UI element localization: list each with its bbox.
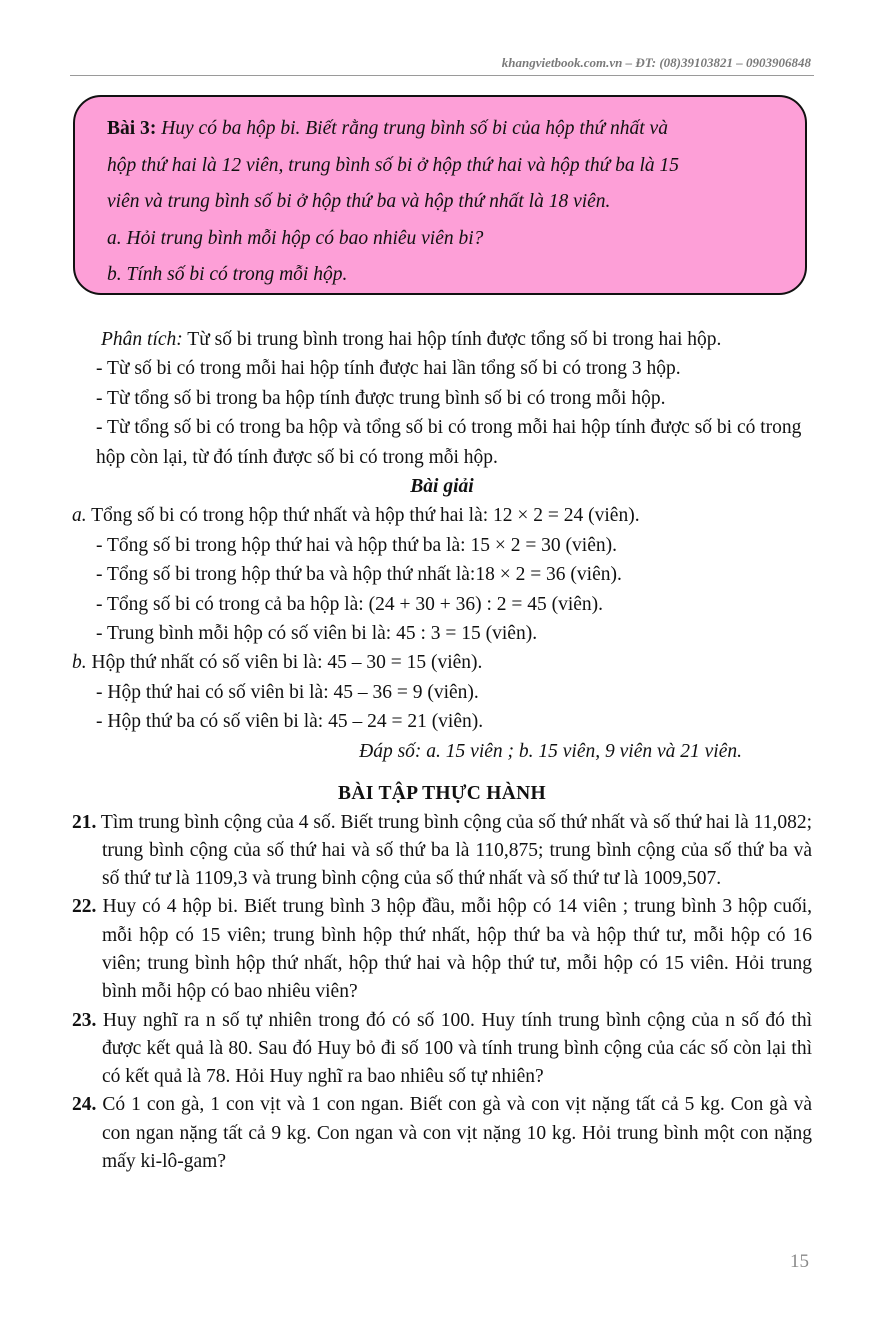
exercise-text: Có 1 con gà, 1 con vịt và 1 con ngan. Biết con gà và con vịt nặng tất cả 5 kg. Con gà và con ngan nặng tất cả 9 kg. Con ngan và con vịt nặng 10 kg. Hỏi trung bình một con nặng mấy ki-lô-gam? (96, 1094, 812, 1173)
problem-line-3: viên và trung bình số bi ở hộp thứ ba và hộp thứ nhất là 18 viên. (107, 191, 611, 212)
solution-a-step: - Tổng số bi có trong cả ba hộp là: (24 + 30 + 36) : 2 = 45 (viên). (96, 593, 604, 615)
header-rule (70, 75, 814, 76)
analysis-intro (72, 325, 812, 354)
exercise-number: 23. (72, 1009, 97, 1031)
exercise-number: 24. (72, 1094, 97, 1116)
problem-line-1 (107, 111, 779, 148)
exercise-23 (72, 1007, 812, 1092)
exercise-number: 21. (72, 811, 97, 833)
solution-title: Bài giải (410, 476, 474, 498)
solution-a-step: - Trung bình mỗi hộp có số viên bi là: 45 : 3 = 15 (viên). (96, 623, 538, 645)
problem-box (73, 95, 807, 295)
problem-text: Huy có ba hộp bi. Biết rằng trung bình số bi của hộp thứ nhất và (156, 118, 668, 139)
solution-a-first-text: Tổng số bi có trong hộp thứ nhất và hộp thứ hai là: 12 × 2 = 24 (viên). (86, 505, 640, 527)
problem-line-2: hộp thứ hai là 12 viên, trung bình số bi ở hộp thứ hai và hộp thứ ba là 15 (107, 154, 680, 176)
analysis-point: - Từ tổng số bi trong ba hộp tính được trung bình số bi có trong mỗi hộp. (96, 387, 666, 409)
analysis-label: Phân tích: (101, 329, 183, 350)
exercise-text: Huy nghĩ ra n số tự nhiên trong đó có số 100. Huy tính trung bình cộng của n số đó thì được kết quả là 80. Sau đó Huy bỏ đi số 100 và tính trung bình cộng của các số còn lại thì có kết quả là 78. Hỏi Huy nghĩ ra bao nhiêu số tự nhiên? (96, 1009, 812, 1088)
practice-title: BÀI TẬP THỰC HÀNH (338, 783, 546, 805)
problem-question-a: a. Hỏi trung bình mỗi hộp có bao nhiêu viên bi? (107, 227, 484, 249)
analysis-point: - Từ số bi có trong mỗi hai hộp tính được hai lần tổng số bi có trong 3 hộp. (96, 358, 681, 380)
solution-answer: Đáp số: a. 15 viên ; b. 15 viên, 9 viên và 21 viên. (359, 740, 742, 762)
analysis-intro-text: Từ số bi trung bình trong hai hộp tính được tổng số bi trong hai hộp. (182, 329, 722, 350)
page-header-text: khangvietbook.com.vn – ĐT: (08)39103821 – 0903906848 (501, 55, 811, 70)
exercise-24 (72, 1091, 812, 1176)
exercise-text: Huy có 4 hộp bi. Biết trung bình 3 hộp đầu, mỗi hộp có 14 viên ; trung bình 3 hộp cuối, mỗi hộp có 15 viên; trung bình hộp thứ nhất, hộp thứ ba và hộp thứ tư, mỗi hộp có 16 viên; trung bình hộp thứ nhất, hộp thứ hai và hộp thứ tư, mỗi hộp có 15 viên. Hỏi trung bình mỗi hộp có bao nhiêu viên? (96, 896, 812, 1003)
exercise-21 (72, 809, 812, 894)
solution-b-first-text: Hộp thứ nhất có số viên bi là: 45 – 30 = 15 (viên). (86, 652, 483, 674)
problem-label-colon: : (149, 118, 157, 139)
analysis-point: - Từ tổng số bi có trong ba hộp và tổng số bi có trong mỗi hai hộp tính được số bi có trong hộp còn lại, từ đó tính được số bi có trong mỗi hộp. (96, 417, 802, 468)
problem-question-b: b. Tính số bi có trong mỗi hộp. (107, 264, 348, 285)
solution-a-first (72, 501, 812, 530)
page-content (72, 325, 812, 1176)
exercise-text: Tìm trung bình cộng của 4 số. Biết trung bình cộng của số thứ nhất và số thứ hai là 11,082; trung bình cộng của số thứ hai và số thứ ba là 110,875; trung bình cộng của số thứ ba và số thứ tư là 1109,3 và trung bình cộng của số thứ nhất và số thứ tư là 1009,507. (96, 811, 812, 890)
exercise-22 (72, 893, 812, 1006)
solution-a-step: - Tổng số bi trong hộp thứ ba và hộp thứ nhất là:18 × 2 = 36 (viên). (96, 564, 622, 586)
solution-a-label: a. (72, 505, 87, 527)
solution-b-step: - Hộp thứ ba có số viên bi là: 45 – 24 = 21 (viên). (96, 711, 484, 733)
page-number: 15 (790, 1251, 809, 1272)
solution-b-step: - Hộp thứ hai có số viên bi là: 45 – 36 = 9 (viên). (96, 681, 479, 703)
solution-a-step: - Tổng số bi trong hộp thứ hai và hộp thứ ba là: 15 × 2 = 30 (viên). (96, 534, 617, 556)
problem-label: Bài 3 (107, 118, 150, 139)
solution-b-first (72, 648, 812, 677)
exercise-number: 22. (72, 896, 97, 918)
solution-b-label: b. (72, 652, 87, 674)
